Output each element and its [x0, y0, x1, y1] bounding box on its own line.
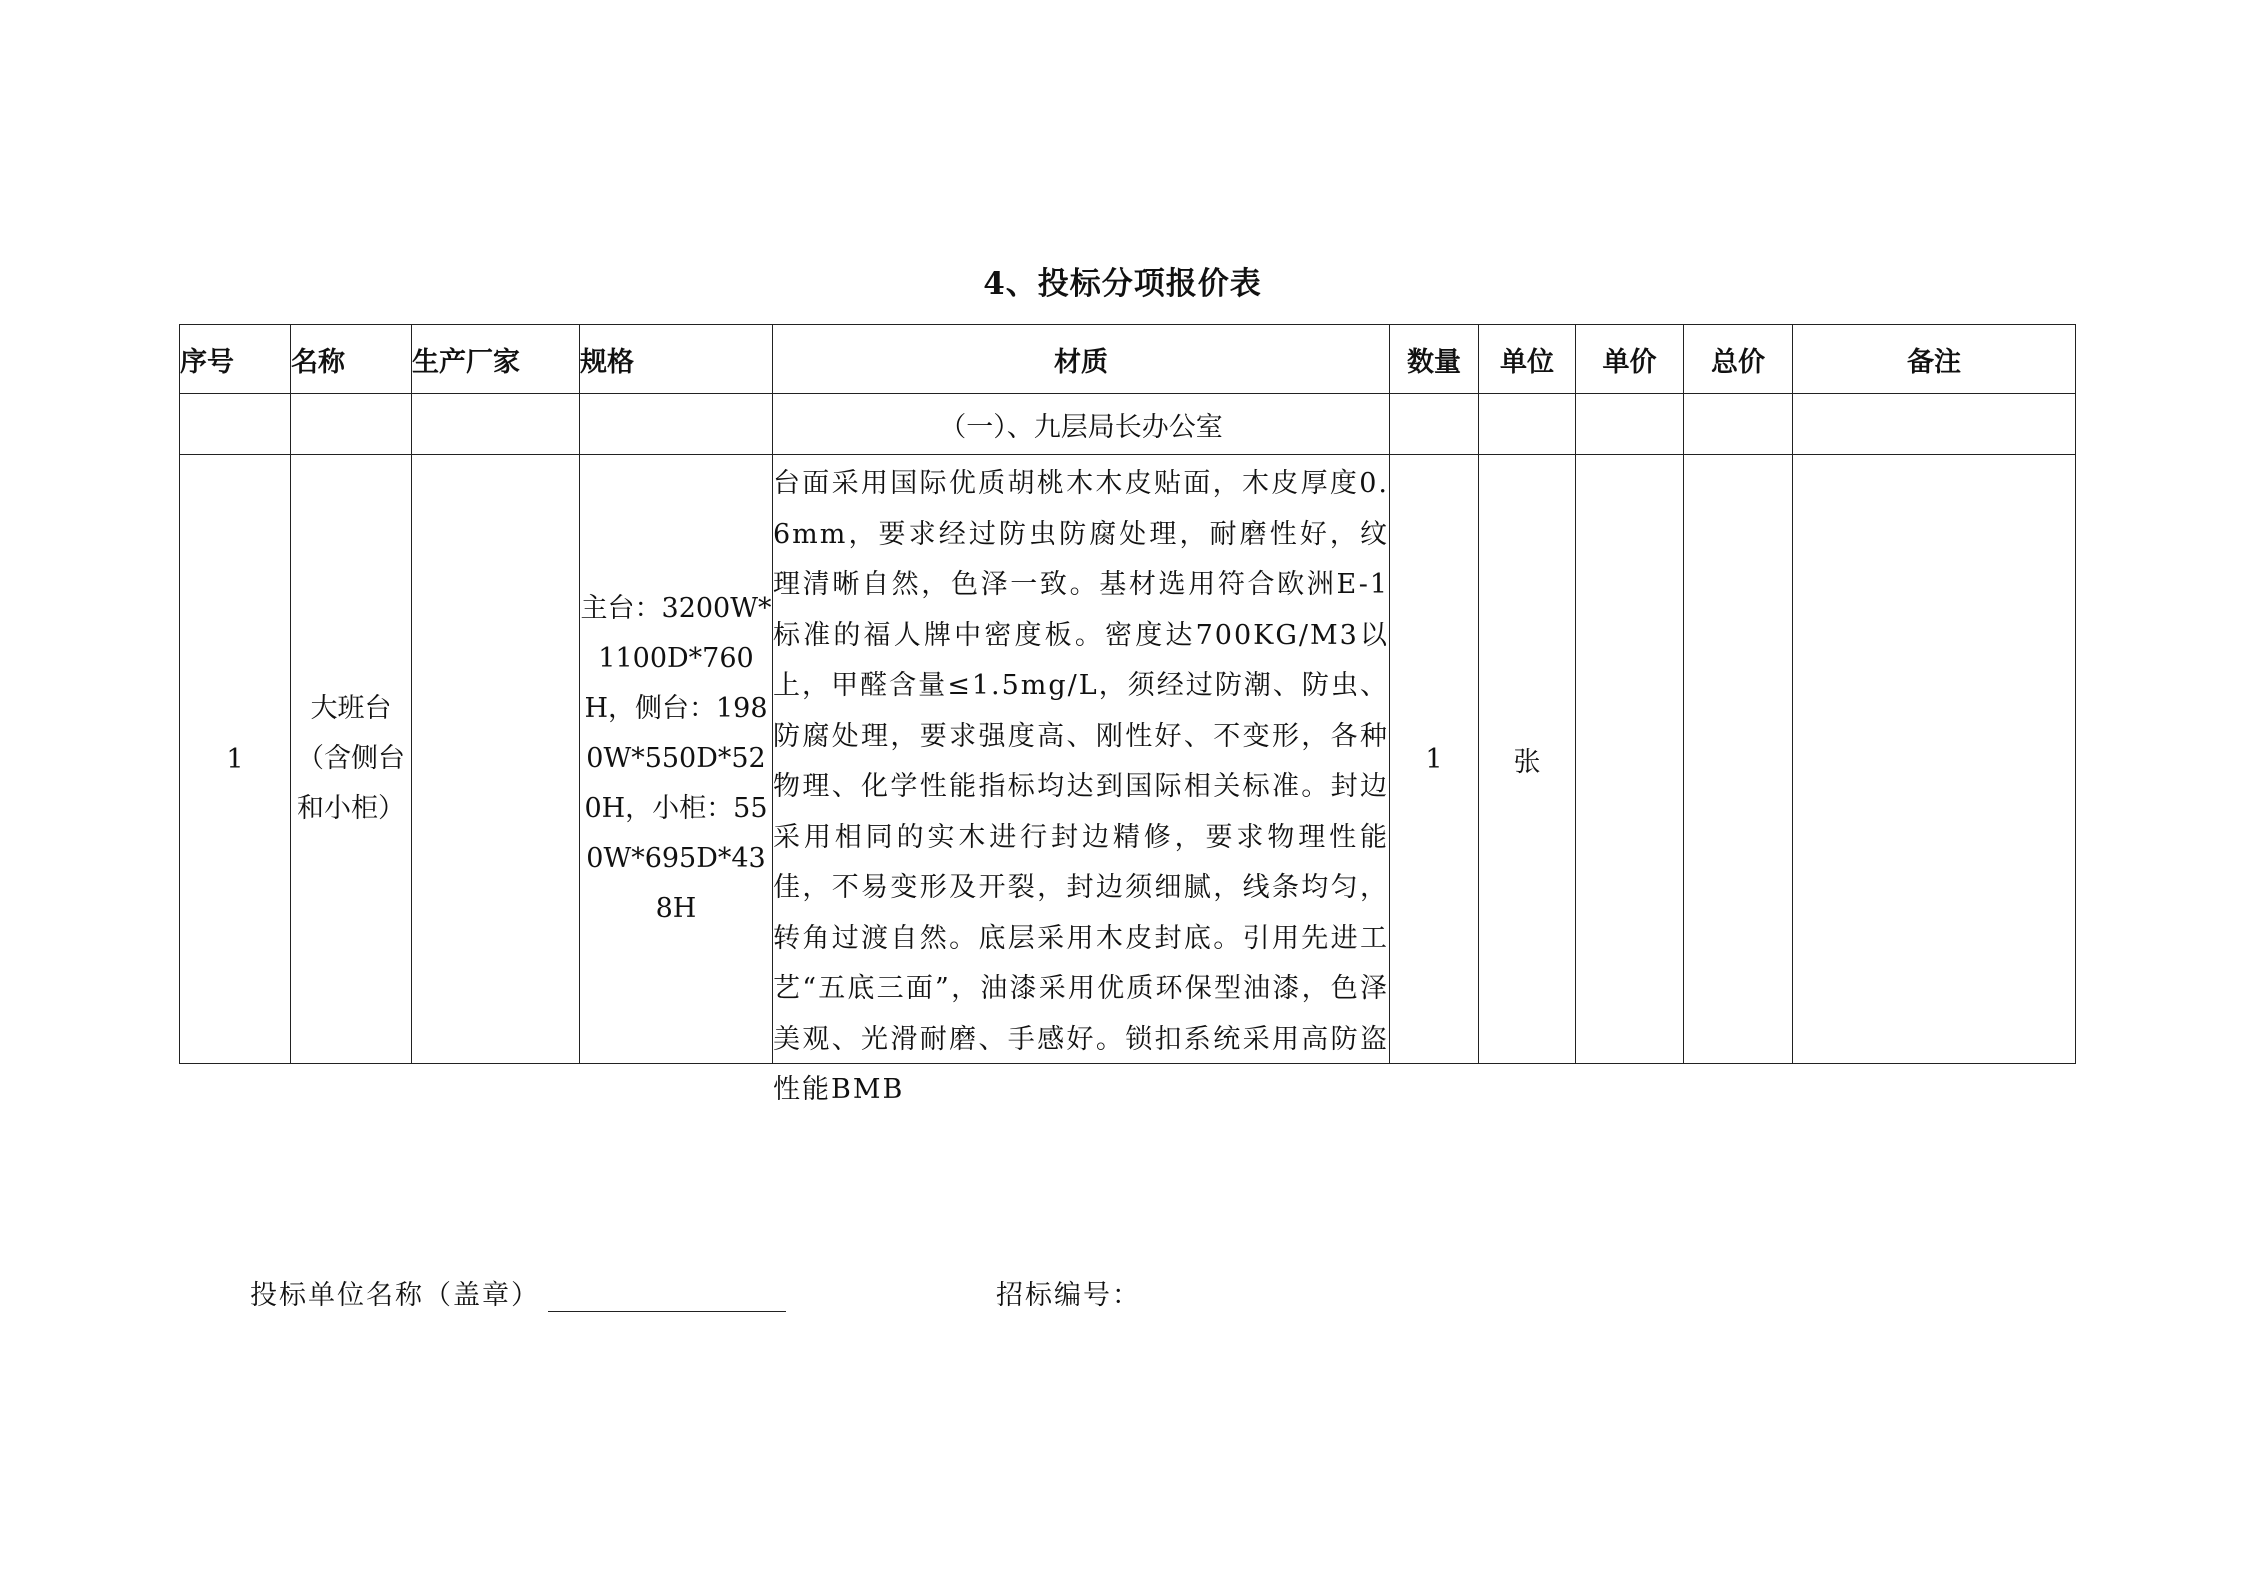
section-empty-cell	[291, 394, 412, 455]
header-unit: 单位	[1479, 325, 1576, 394]
bid-number-field	[996, 1273, 1141, 1312]
bid-number-label: 招标编号：	[996, 1280, 1141, 1311]
cell-total-price	[1684, 455, 1793, 1064]
section-empty-cell	[580, 394, 773, 455]
bidder-company-label: 投标单位名称（盖章）	[250, 1280, 540, 1311]
material-text: 台面采用国际优质胡桃木木皮贴面，木皮厚度0.6mm，要求经过防虫防腐处理，耐磨性好，纹理清晰自然，色泽一致。基材选用符合欧洲E-1标准的福人牌中密度板。密度达700KG/M3以上，甲醛含量≤1.5mg/L，须经过防潮、防虫、防腐处理，要求强度高、刚性好、不变形，各种物理、化学性能指标均达到国际相关标准。封边采用相同的实木进行封边精修，要求物理性能佳，不易变形及开裂，封边须细腻，线条均匀，转角过渡自然。底层采用木皮封底。引用先进工艺“五底三面”，油漆采用优质环保型油漆，色泽美观、光滑耐磨、手感好。锁扣系统采用高防盗性能BMB	[773, 468, 1389, 1105]
section-empty-cell	[180, 394, 291, 455]
cell-unit-price	[1576, 455, 1684, 1064]
table-header-row	[180, 325, 2076, 394]
cell-spec: 主台：3200W*1100D*760H，侧台：1980W*550D*520H，小柜：550W*695D*438H	[580, 455, 773, 1064]
cell-material	[773, 455, 1390, 1105]
header-name: 名称	[291, 325, 412, 394]
header-seq: 序号	[180, 325, 291, 394]
section-empty-cell	[1793, 394, 2076, 455]
section-empty-cell	[412, 394, 580, 455]
cell-unit: 张	[1479, 455, 1576, 1064]
section-empty-cell	[1479, 394, 1576, 455]
header-remarks: 备注	[1793, 325, 2076, 394]
page-title: 4、投标分项报价表	[983, 266, 1262, 302]
header-manufacturer: 生产厂家	[412, 325, 580, 394]
header-spec: 规格	[580, 325, 773, 394]
header-quantity: 数量	[1390, 325, 1479, 394]
section-empty-cell	[1390, 394, 1479, 455]
cell-name: 大班台（含侧台和小柜）	[291, 455, 412, 1064]
header-material: 材质	[773, 325, 1390, 394]
header-unit-price: 单价	[1576, 325, 1684, 394]
cell-remarks	[1793, 455, 2076, 1064]
section-row	[180, 394, 2076, 455]
section-empty-cell	[1684, 394, 1793, 455]
cell-quantity: 1	[1390, 455, 1479, 1064]
cell-seq: 1	[180, 455, 291, 1064]
section-empty-cell	[1576, 394, 1684, 455]
quotation-table	[179, 324, 2076, 1105]
bidder-company-field	[250, 1273, 786, 1312]
table-row	[180, 455, 2076, 1064]
section-title: （一）、九层局长办公室	[773, 394, 1390, 455]
cell-manufacturer	[412, 455, 580, 1064]
bidder-company-blank[interactable]	[548, 1285, 786, 1312]
header-total-price: 总价	[1684, 325, 1793, 394]
